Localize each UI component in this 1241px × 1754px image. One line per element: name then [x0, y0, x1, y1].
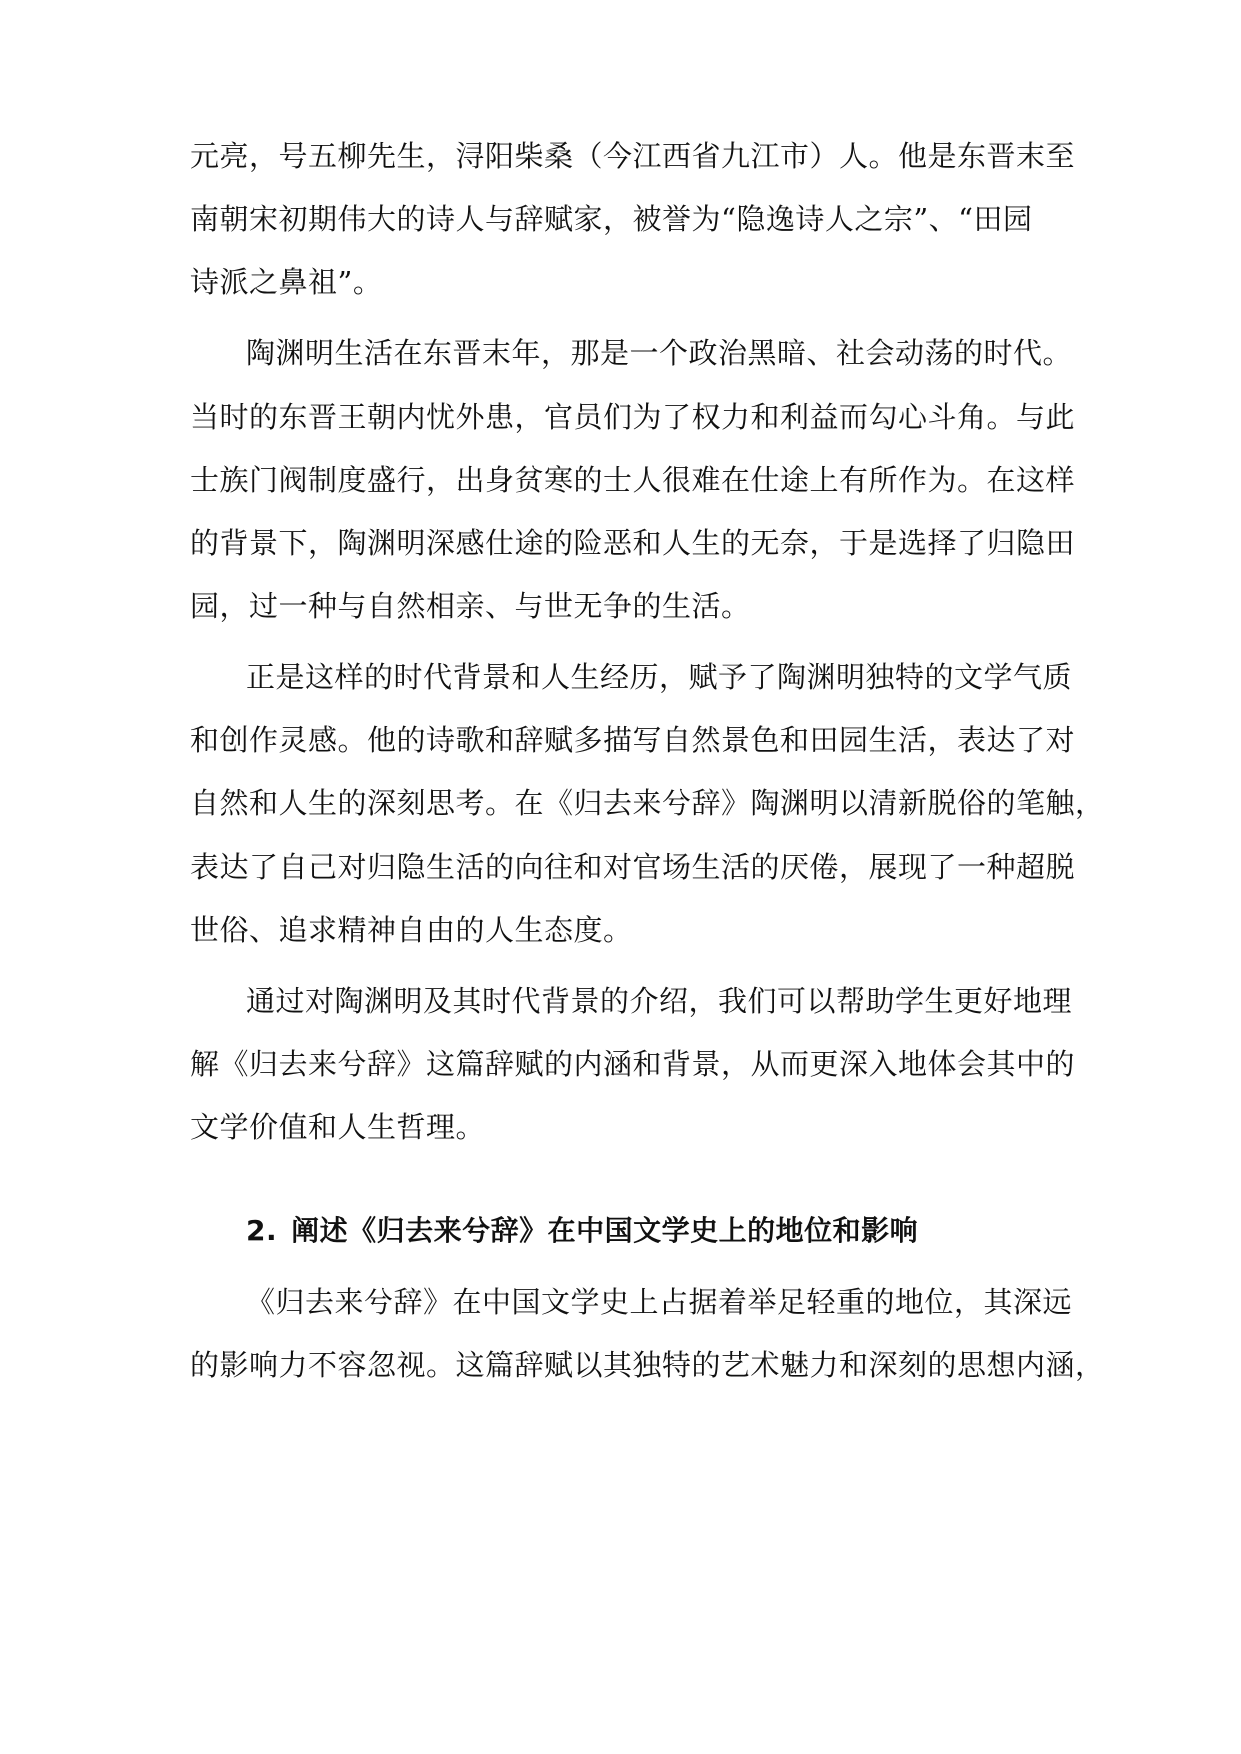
text-line: 文学价值和人生哲理。	[190, 1110, 486, 1144]
text-line: 园，过一种与自然相亲、与世无争的生活。	[190, 589, 751, 623]
text-line: 正是这样的时代背景和人生经历，赋予了陶渊明独特的文学气质	[246, 660, 1073, 694]
text-line: 诗派之鼻祖”。	[190, 265, 383, 299]
section-heading	[246, 1211, 918, 1251]
text-line: 和创作灵感。他的诗歌和辞赋多描写自然景色和田园生活，表达了对	[190, 723, 1076, 757]
text-line: 表达了自己对归隐生活的向往和对官场生活的厌倦，展现了一种超脱	[190, 850, 1076, 884]
text-line: 的影响力不容忽视。这篇辞赋以其独特的艺术魅力和深刻的思想内涵，	[190, 1348, 1105, 1382]
text-line: 解《归去来兮辞》这篇辞赋的内涵和背景，从而更深入地体会其中的	[190, 1047, 1076, 1081]
text-line: 自然和人生的深刻思考。在《归去来兮辞》陶渊明以清新脱俗的笔触，	[190, 786, 1105, 820]
text-line: 《归去来兮辞》在中国文学史上占据着举足轻重的地位，其深远	[246, 1285, 1073, 1319]
text-line: 南朝宋初期伟大的诗人与辞赋家，被誉为“隐逸诗人之宗”、“田园	[190, 202, 1033, 236]
text-line: 元亮，号五柳先生，浔阳柴桑（今江西省九江市）人。他是东晋末至	[190, 139, 1076, 173]
text-line: 士族门阀制度盛行，出身贫寒的士人很难在仕途上有所作为。在这样	[190, 463, 1076, 497]
text-line: 通过对陶渊明及其时代背景的介绍，我们可以帮助学生更好地理	[246, 984, 1073, 1018]
text-line: 的背景下，陶渊明深感仕途的险恶和人生的无奈，于是选择了归隐田	[190, 526, 1076, 560]
section-number: 2.	[246, 1214, 278, 1247]
text-line: 陶渊明生活在东晋末年，那是一个政治黑暗、社会动荡的时代。	[246, 336, 1073, 370]
section-title: 阐述《归去来兮辞》在中国文学史上的地位和影响	[291, 1214, 919, 1247]
text-line: 世俗、追求精神自由的人生态度。	[190, 913, 633, 947]
text-line: 当时的东晋王朝内忧外患，官员们为了权力和利益而勾心斗角。与此	[190, 400, 1076, 434]
